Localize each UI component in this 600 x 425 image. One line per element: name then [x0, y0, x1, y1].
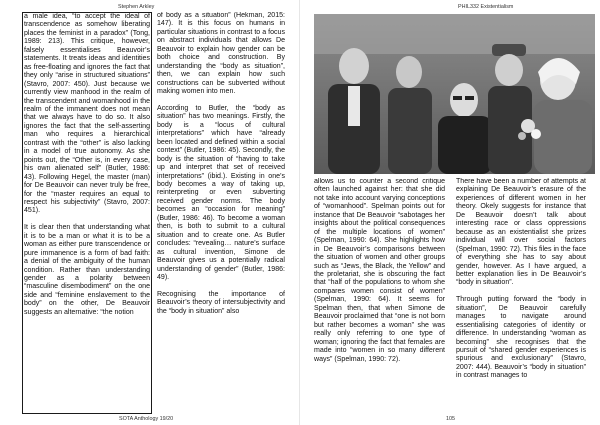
paragraph: It is clear then that understanding what it is to be a man or what it is to be a woman as either pure transcendence or pure immanence is a form of bad faith: a denial of the ambiguity of the human condition. Rather than understanding gender as a polarity between “masculine disembodiment” on the one side and “feminine enslavement to the body” on the other, De Beauvoir suggests an alternative: “the notion [24, 224, 150, 316]
photograph-image [314, 14, 595, 174]
left-column-1 [22, 12, 152, 414]
paragraph: allows us to counter a second critique often launched against her: that she did not take into account varying conceptions of “womanhood”. Spelman points out for instance that De Beauvoir “sabotages her insights about the political consequences of the multiple locations of women” (Spelman, 1990: 64). She highlights how in De Beauvoir’s comparisons between the situation of women and other groups such as “Jews, the Black, the Yellow” and the proletariat, she is obscuring the fact that “half of the populations to whom she compares women consist of women” (Spelman, 1990: 64). It seems for Spelman then, that when Simone de Beauvoir proclaimed that “one is not born but rather becomes a woman” she was really only referring to one type of woman; ignoring the fact that females are made into “women in so many different ways” (Spelman, 1990: 72). [314, 178, 445, 363]
paragraph: of body as a situation” (Hekman, 2015: 147). It is this focus on humans in particular situations in contrast to a focus on abstract individuals that allows De Beauvoir to explain how gender can be both choice and construction. By understanding the “body as situation”, then, we can explain how such constructions can be subverted without making women into men. [157, 12, 285, 96]
paragraph: Through putting forward the “body in situation”, De Beauvoir carefully manages to navigate around essentialising categories of identity or difference. In understanding “woman as becoming” she recognises that the pursuit of “shared gender experiences is spurious and exclusionary” (Stavro, 2007: 444). Beauvoir’s “body in situation” in contrast manages to [456, 296, 586, 380]
paragraph: a male idea, “to accept the ideal of transcendence as somehow liberating places the feminist in a paradox” (Tong, 1989: 213). This critique, however, falsely essentialises Beauvoir’s statements. It treats ideas and identities as free-floating and ignores the fact that they only “arise in structured situations” (Stavro, 2007: 450). Just because we currently view manhood in the realm of the transcendent and womanhood in the realm of the immanent does not mean that we always have to do so. It also ignores the fact that the self-asserting man who requires a hierarchical contrast with the “other” is also lacking in a model of true autonomy. As she points out, the “Other is, in every case, his own alienated self” (Butler, 1986: 43). Following Hegel, the master (man) for De Beauvoir can never truly be free, for the “master requires an equal to respect his subjectivity” (Stavro, 2007: 451). [24, 13, 150, 215]
running-footer: SOTA Anthology 19/20 [119, 416, 174, 422]
right-column-2 [456, 178, 586, 414]
archival-photograph [314, 14, 595, 174]
right-page [300, 0, 600, 425]
left-column-2 [157, 12, 285, 414]
right-column-1 [314, 178, 445, 414]
running-header-author: Stephen Arkley [118, 4, 155, 10]
running-header-course: PHIL332 Existentialism [458, 4, 514, 10]
paragraph: There have been a number of attempts at explaining De Beauvoir’s erasure of the experiences of different women in her theory. Okely suggests for instance that De Beauvoir doesn’t talk about interesting race or class oppressions because as an existentialist she prizes individual will over social factors (Spelman, 1990: 72). This files in the face of everything she has to say about gender, however. As I have argued, a better explanation lies in De Beauvoir’s “body in situation”. [456, 178, 586, 287]
paragraph: According to Butler, the “body as situation” has two meanings. Firstly, the body is a “locus of cultural interpretations” which have “already been located and defined within a social context” (Butler, 1986: 45). Secondly, the body is the situation of “having to take up and interpret that set of received interpretations” (ibid.). Existing in one’s body becomes a way of taking up, reinterpreting or even subverting received gender norms. The body becomes an “occasion for meaning” (Butler, 1986: 46). To become a woman then, is both to submit to a cultural situation and to create one. As Butler concludes: “revealing… nature’s surface as cultural invention, Simone de Beauvoir gives us a potentially radical understanding of gender” (Butler, 1986: 49). [157, 104, 285, 281]
page-number: 105 [446, 416, 455, 422]
paragraph: Recognising the importance of Beauvoir’s theory of intersubjectivity and the “body in situation” also [157, 290, 285, 315]
